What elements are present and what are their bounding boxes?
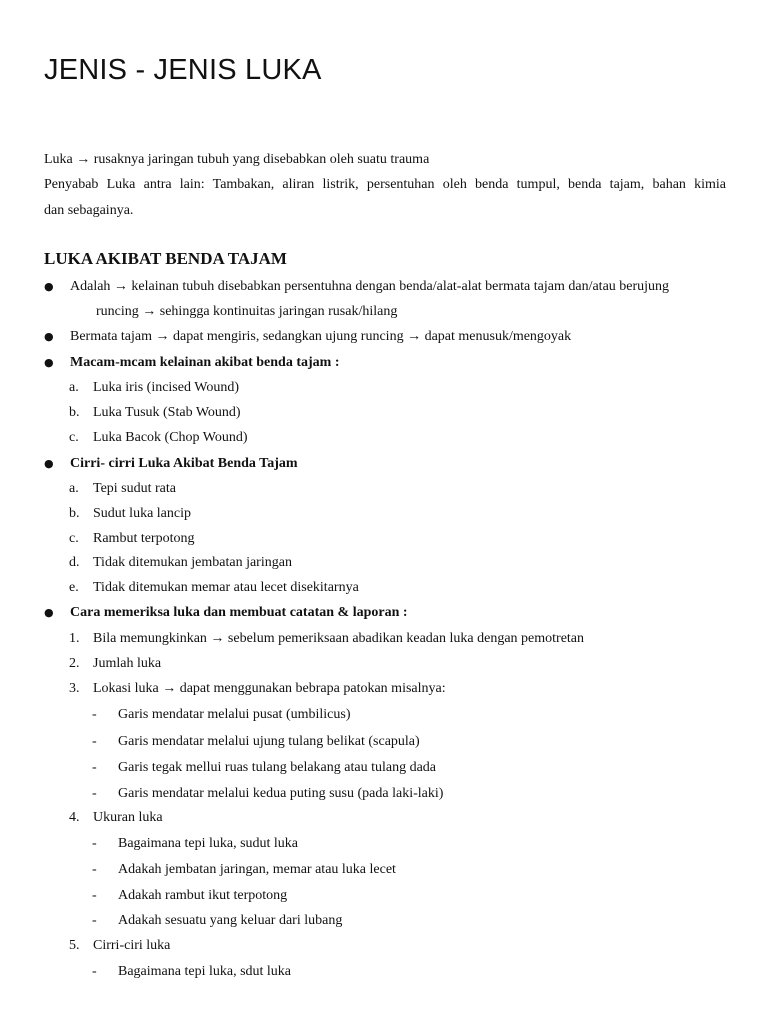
list-marker: a.: [69, 380, 79, 395]
sub-list-item: Bagaimana tepi luka, sudut luka: [118, 836, 299, 851]
dash-marker: -: [92, 888, 97, 903]
ciri-heading: Cirri- cirri Luka Akibat Benda Tajam: [70, 456, 298, 471]
intro-causes-continued: dan sebagainya.: [44, 203, 134, 218]
definition-line-2: runcing → sehingga kontinuitas jaringan rusak/hilang: [96, 304, 398, 319]
list-item: Tidak ditemukan memar atau lecet disekitarnya: [93, 580, 359, 595]
intro-definition: Luka → rusaknya jaringan tubuh yang disebabkan oleh suatu trauma: [44, 152, 430, 167]
sub-list-item: Adakah rambut ikut terpotong: [118, 888, 288, 903]
list-marker: e.: [69, 580, 79, 595]
sub-list-item: Garis mendatar melalui kedua puting susu (pada laki-laki): [118, 786, 444, 801]
list-item: Rambut terpotong: [93, 531, 195, 546]
sub-list-item: Garis mendatar melalui ujung tulang belikat (scapula): [118, 734, 420, 749]
list-item: Tidak ditemukan jembatan jaringan: [93, 555, 292, 570]
dash-marker: -: [92, 964, 97, 979]
list-item: Luka Tusuk (Stab Wound): [93, 405, 241, 420]
sub-list-item: Garis tegak mellui ruas tulang belakang atau tulang dada: [118, 760, 437, 775]
list-marker: b.: [69, 506, 80, 521]
list-marker: a.: [69, 481, 79, 496]
dash-marker: -: [92, 836, 97, 851]
sub-list-item: Garis mendatar melalui pusat (umbilicus): [118, 707, 351, 722]
list-item: Sudut luka lancip: [93, 506, 191, 521]
dash-marker: -: [92, 734, 97, 749]
sub-list-item: Adakah jembatan jaringan, memar atau luka lecet: [118, 862, 396, 877]
definition-line-1: Adalah → kelainan tubuh disebabkan persentuhna dengan benda/alat-alat bermata tajam dan/atau berujung: [70, 279, 670, 294]
list-marker: b.: [69, 405, 80, 420]
list-item: Cirri-ciri luka: [93, 938, 171, 953]
kelainan-heading: Macam-mcam kelainan akibat benda tajam :: [70, 355, 340, 370]
list-item: Luka iris (incised Wound): [93, 380, 239, 395]
bullet-icon: ●: [44, 457, 54, 470]
list-item: Ukuran luka: [93, 810, 163, 825]
dash-marker: -: [92, 862, 97, 877]
list-marker: 3.: [69, 681, 80, 696]
list-marker: 2.: [69, 656, 80, 671]
list-marker: 5.: [69, 938, 80, 953]
dash-marker: -: [92, 707, 97, 722]
dash-marker: -: [92, 760, 97, 775]
list-marker: c.: [69, 430, 79, 445]
list-marker: 4.: [69, 810, 80, 825]
section-heading: LUKA AKIBAT BENDA TAJAM: [44, 249, 287, 268]
list-item: Lokasi luka → dapat menggunakan bebrapa patokan misalnya:: [93, 681, 446, 696]
bermata-tajam-line: Bermata tajam → dapat mengiris, sedangkan ujung runcing → dapat menusuk/mengoyak: [70, 329, 572, 344]
list-item: Jumlah luka: [93, 656, 162, 671]
sub-list-item: Adakah sesuatu yang keluar dari lubang: [118, 913, 343, 928]
dash-marker: -: [92, 786, 97, 801]
bullet-icon: ●: [44, 606, 54, 619]
list-item: Tepi sudut rata: [93, 481, 176, 496]
sub-list-item: Bagaimana tepi luka, sdut luka: [118, 964, 292, 979]
list-marker: 1.: [69, 631, 80, 646]
list-item: Luka Bacok (Chop Wound): [93, 430, 248, 445]
list-marker: d.: [69, 555, 80, 570]
intro-causes: Penyabab Luka antra lain: Tambakan, aliran listrik, persentuhan oleh benda tumpul, benda tajam, bahan kimia: [44, 177, 726, 192]
list-marker: c.: [69, 531, 79, 546]
cara-memeriksa-heading: Cara memeriksa luka dan membuat catatan & laporan :: [70, 605, 408, 620]
bullet-icon: ●: [44, 330, 54, 343]
page-title: JENIS - JENIS LUKA: [44, 54, 322, 86]
bullet-icon: ●: [44, 356, 54, 369]
list-item: Bila memungkinkan → sebelum pemeriksaan abadikan keadan luka dengan pemotretan: [93, 631, 585, 646]
dash-marker: -: [92, 913, 97, 928]
bullet-icon: ●: [44, 280, 54, 293]
